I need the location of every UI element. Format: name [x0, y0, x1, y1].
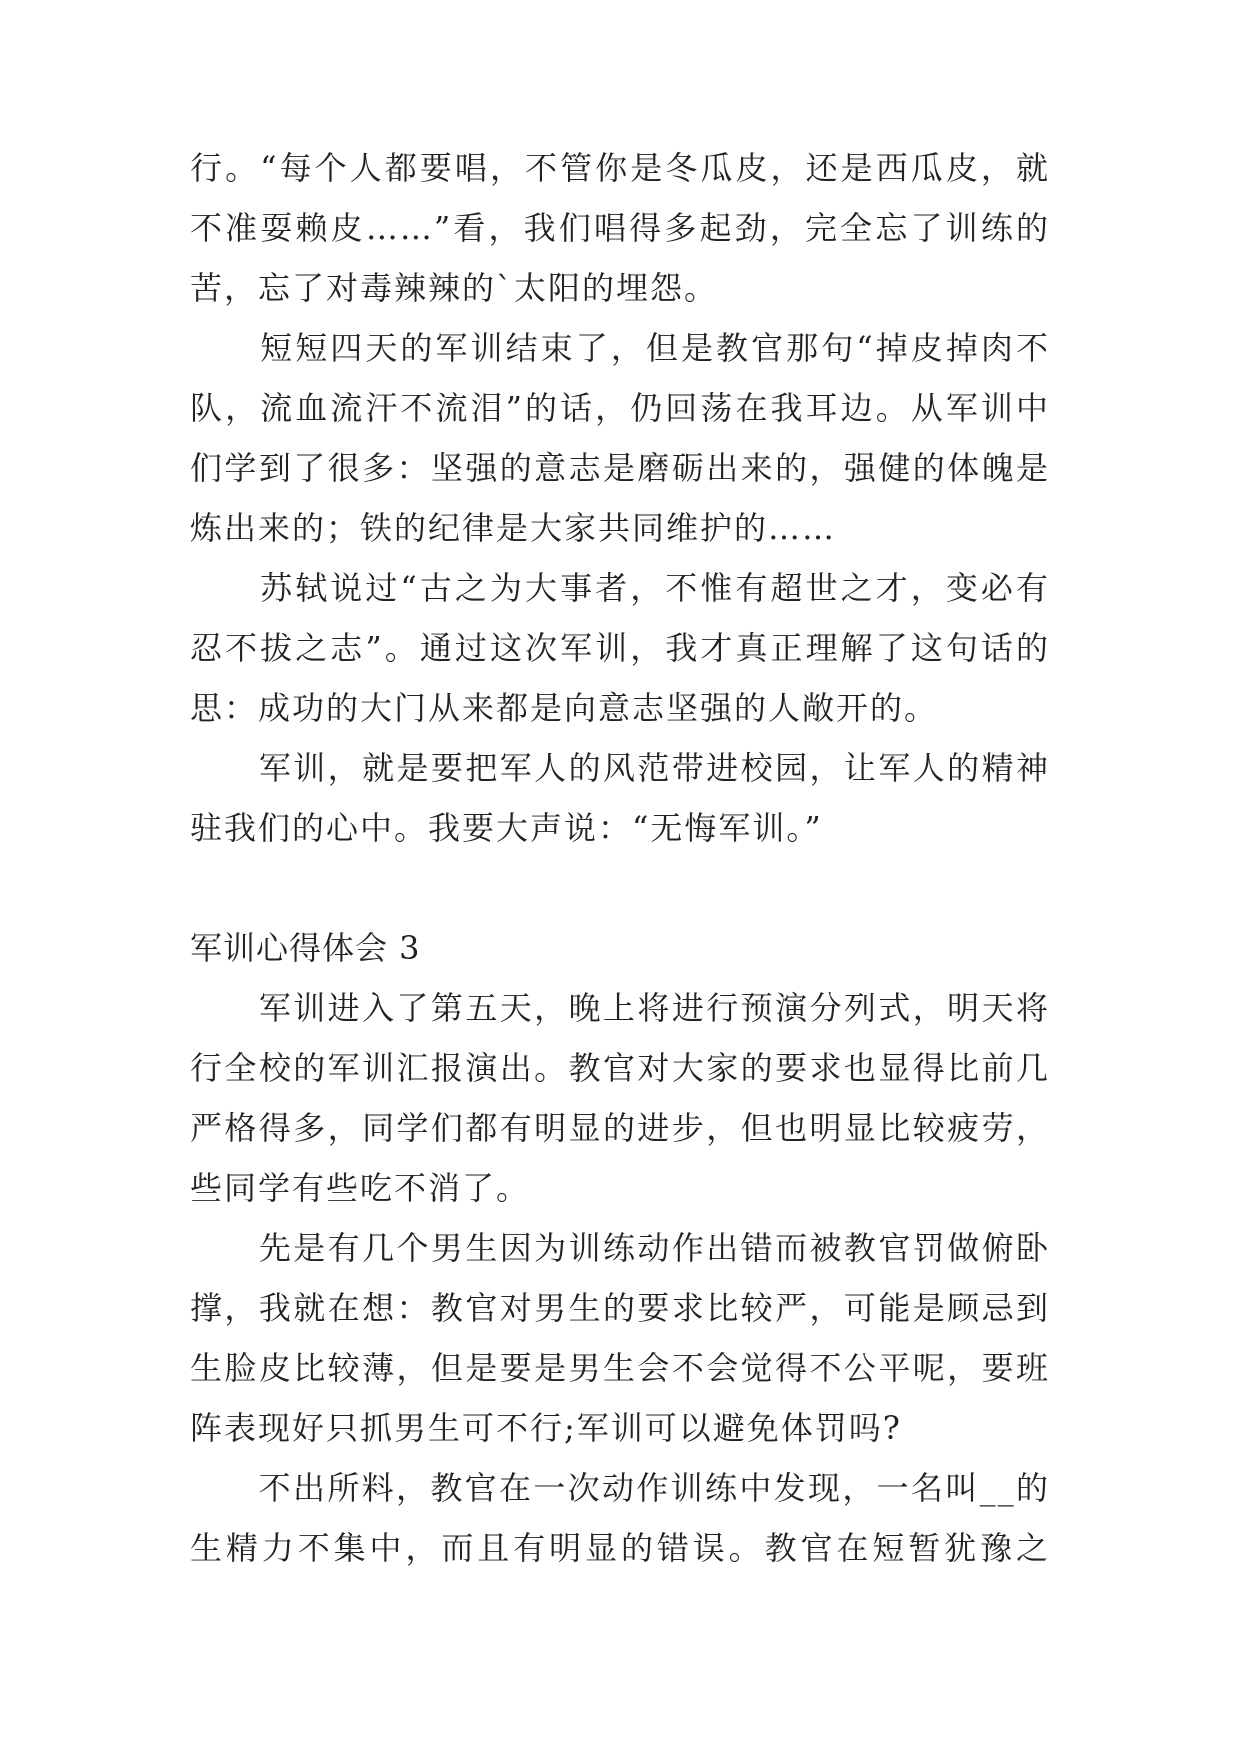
paragraph-line: 些同学有些吃不消了。	[190, 1169, 531, 1207]
paragraph-line: 队，流血流汗不流泪”的话，仍回荡在我耳边。从军训中	[190, 389, 1050, 427]
paragraph-line: 先是有几个男生因为训练动作出错而被教官罚做俯卧	[190, 1229, 1050, 1267]
paragraph-line: 生脸皮比较薄，但是要是男生会不会觉得不公平呢，要班	[190, 1349, 1050, 1387]
paragraph-line: 们学到了很多：坚强的意志是磨砺出来的，强健的体魄是	[190, 449, 1050, 487]
paragraph-line: 苏轼说过“古之为大事者，不惟有超世之才，变必有	[260, 569, 1050, 607]
paragraph-line: 撑，我就在想：教官对男生的要求比较严，可能是顾忌到	[190, 1289, 1050, 1327]
paragraph-line: 严格得多，同学们都有明显的进步，但也明显比较疲劳，	[190, 1109, 1050, 1147]
paragraph-line: 短短四天的军训结束了，但是教官那句“掉皮掉肉不	[260, 329, 1050, 367]
paragraph-line: 忍不拔之志”。通过这次军训，我才真正理解了这句话的	[190, 629, 1050, 667]
paragraph-line: 不准耍赖皮……”看，我们唱得多起劲，完全忘了训练的	[190, 209, 1050, 247]
paragraph-line: 军训进入了第五天，晚上将进行预演分列式，明天将	[258, 989, 1050, 1027]
section-heading: 军训心得体会 3	[190, 929, 421, 967]
paragraph-line: 行全校的军训汇报演出。教官对大家的要求也显得比前几	[190, 1049, 1050, 1087]
paragraph-line: 阵表现好只抓男生可不行;军训可以避免体罚吗?	[190, 1409, 902, 1447]
paragraph-line: 不出所料，教官在一次动作训练中发现，一名叫__的	[258, 1469, 1050, 1507]
paragraph-line: 炼出来的；铁的纪律是大家共同维护的……	[190, 509, 837, 547]
paragraph-line: 驻我们的心中。我要大声说：“无悔军训。”	[190, 809, 823, 847]
paragraph-line: 生精力不集中，而且有明显的错误。教官在短暂犹豫之	[190, 1529, 1050, 1567]
paragraph-line: 思：成功的大门从来都是向意志坚强的人敞开的。	[190, 689, 939, 727]
paragraph-line: 苦，忘了对毒辣辣的`太阳的埋怨。	[190, 269, 719, 307]
paragraph-line: 行。“每个人都要唱，不管你是冬瓜皮，还是西瓜皮，就	[190, 149, 1050, 187]
paragraph-line: 军训，就是要把军人的风范带进校园，让军人的精神	[258, 749, 1050, 787]
